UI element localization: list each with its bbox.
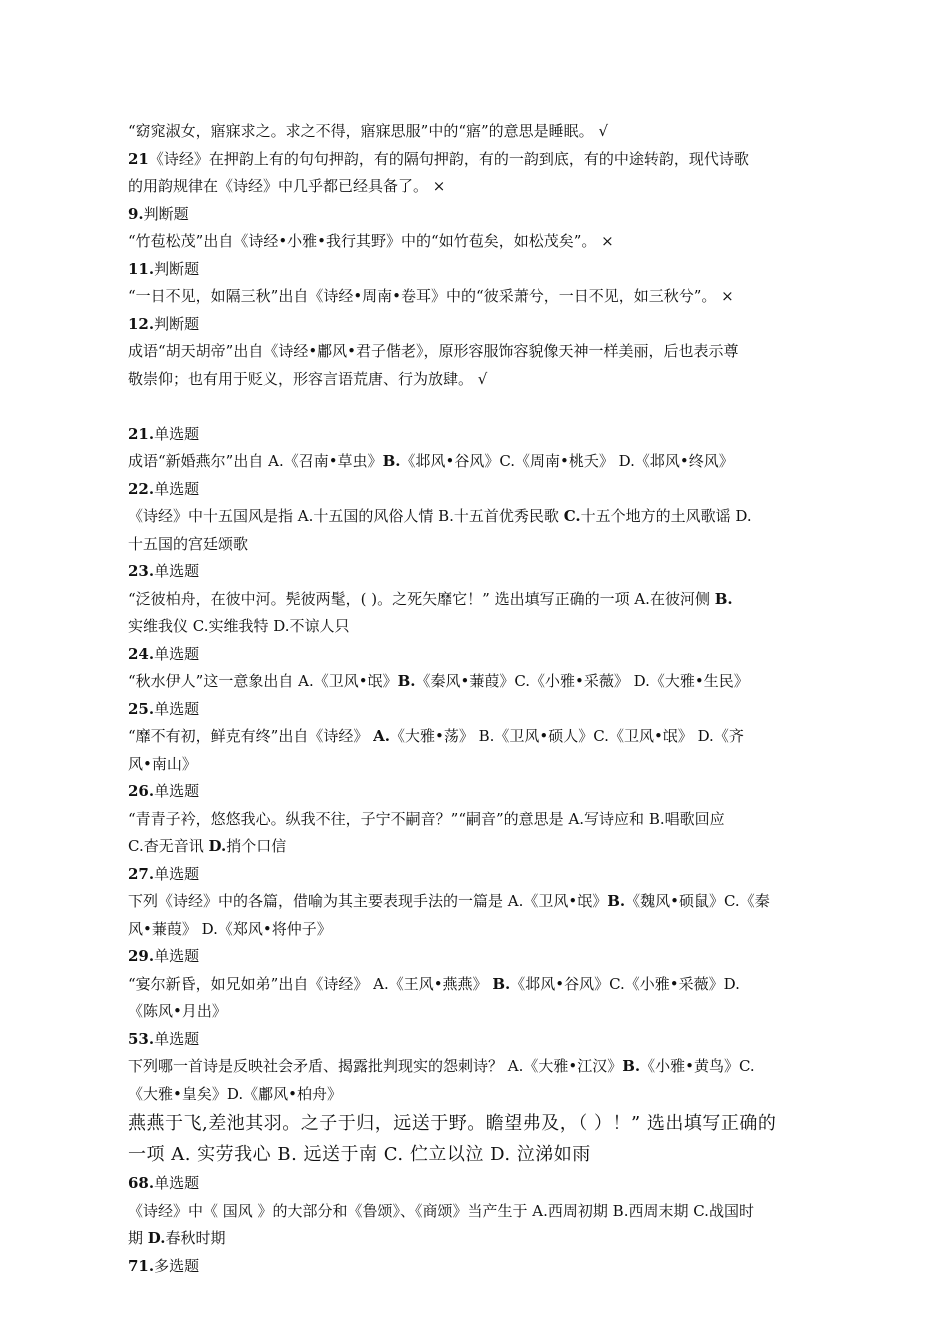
question-heading-25: 25.单选题 (128, 699, 200, 718)
question-yanyan-cont: 一项 A. 实劳我心 B. 远送于南 C. 伫立以泣 D. 泣涕如雨 (128, 1144, 591, 1165)
question-53-cont: 《大雅•皇矣》D.《鄘风•柏舟》 (128, 1084, 342, 1103)
question-26: “青青子衿，悠悠我心。纵我不往，子宁不嗣音？”“嗣音”的意思是 A.写诗应和 B.唱歌回应 (128, 809, 725, 828)
question-number: 21 (128, 149, 149, 168)
question-heading-11: 11.判断题 (128, 259, 200, 278)
question-27-cont: 风•蒹葭》 D.《郑风•将仲子》 (128, 919, 332, 938)
question-22: 《诗经》中十五国风是指 A.十五国的风俗人情 B.十五首优秀民歌 C.十五个地方的土风歌谣 D. (128, 507, 752, 525)
question-heading-22: 22.单选题 (128, 479, 200, 498)
question-68: 《诗经》中《 国风 》的大部分和《鲁颂》、《商颂》当产生于 A.西周初期 B.西周末期 C.战国时 (128, 1201, 754, 1220)
question-heading-26: 26.单选题 (128, 782, 200, 800)
question-heading-29: 29.单选题 (128, 947, 200, 965)
question-heading-12: 12.判断题 (128, 314, 200, 333)
judgement-statement-12-cont: 敬崇仰；也有用于贬义，形容言语荒唐、行为放肆。 √ (128, 369, 488, 388)
question-heading-23: 23.单选题 (128, 562, 200, 580)
question-yanyan: 燕燕于飞,差池其羽。之子于归，远送于野。瞻望弗及，（ ）！” 选出填写正确的 (128, 1113, 777, 1134)
question-heading-53: 53.单选题 (128, 1029, 200, 1048)
question-24: “秋水伊人”这一意象出自 A.《卫风•氓》B.《秦风•蒹葭》C.《小雅•采薇》 D.《大雅•生民》 (128, 672, 749, 690)
judgement-statement-1: “窈窕淑女，寤寐求之。求之不得，寤寐思服”中的“寤”的意思是睡眠。 √ (128, 122, 609, 140)
judgement-statement-11: “一日不见，如隔三秋”出自《诗经•周南•卷耳》中的“彼采萧兮，一日不见，如三秋兮”。 × (128, 287, 734, 305)
question-22-cont: 十五国的宫廷颂歌 (128, 534, 249, 553)
question-27: 下列《诗经》中的各篇，借喻为其主要表现手法的一篇是 A.《卫风•氓》B.《魏风•硕鼠》C.《秦 (128, 892, 770, 910)
judgement-statement-12: 成语“胡天胡帝”出自《诗经•鄘风•君子偕老》，原形容服饰容貌像天神一样美丽，后也表示尊 (128, 342, 739, 360)
question-21: 成语“新婚燕尔”出自 A.《召南•草虫》B.《邶风•谷风》C.《周南•桃夭》 D.《邶风•终风》 (128, 452, 734, 470)
question-68-cont: 期 D.春秋时期 (128, 1229, 226, 1247)
question-25: “靡不有初，鲜克有终”出自《诗经》 A.《大雅•荡》 B.《卫风•硕人》C.《卫风•氓》 D.《齐 (128, 727, 744, 745)
spacer (128, 393, 828, 421)
question-25-cont: 风•南山》 (128, 754, 197, 773)
question-heading-71: 71.多选题 (128, 1256, 200, 1275)
judgement-statement-21: 21《诗经》在押韵上有的句句押韵，有的隔句押韵，有的一韵到底，有的中途转韵，现代诗歌 (128, 149, 749, 168)
question-29: “宴尔新昏，如兄如弟”出自《诗经》 A.《王风•燕燕》 B.《邶风•谷风》C.《小雅•采薇》D. (128, 974, 740, 993)
question-heading-68: 68.单选题 (128, 1174, 200, 1192)
judgement-statement-21-cont: 的用韵规律在《诗经》中几乎都已经具备了。 × (128, 177, 446, 195)
question-29-cont: 《陈风•月出》 (128, 1002, 227, 1020)
question-23: “泛彼柏舟，在彼中河。髡彼两髦，( )。之死矢靡它！” 选出填写正确的一项 A.在彼河侧 B. (128, 589, 733, 608)
question-23-cont: 实维我仪 C.实维我特 D.不谅人只 (128, 617, 350, 635)
question-heading-24: 24.单选题 (128, 644, 200, 663)
question-heading-21: 21.单选题 (128, 424, 200, 443)
question-heading-9: 9.判断题 (128, 204, 189, 223)
question-heading-27: 27.单选题 (128, 864, 200, 883)
question-53: 下列哪一首诗是反映社会矛盾、揭露批判现实的怨刺诗？ A.《大雅•江汉》B.《小雅•黄鸟》C. (128, 1057, 755, 1075)
judgement-statement-9: “竹苞松茂”出自《诗经•小雅•我行其野》中的“如竹苞矣，如松茂矣”。 × (128, 232, 614, 250)
question-26-cont: C.杳无音讯 D.捎个口信 (128, 837, 287, 855)
document-page (128, 118, 828, 1280)
